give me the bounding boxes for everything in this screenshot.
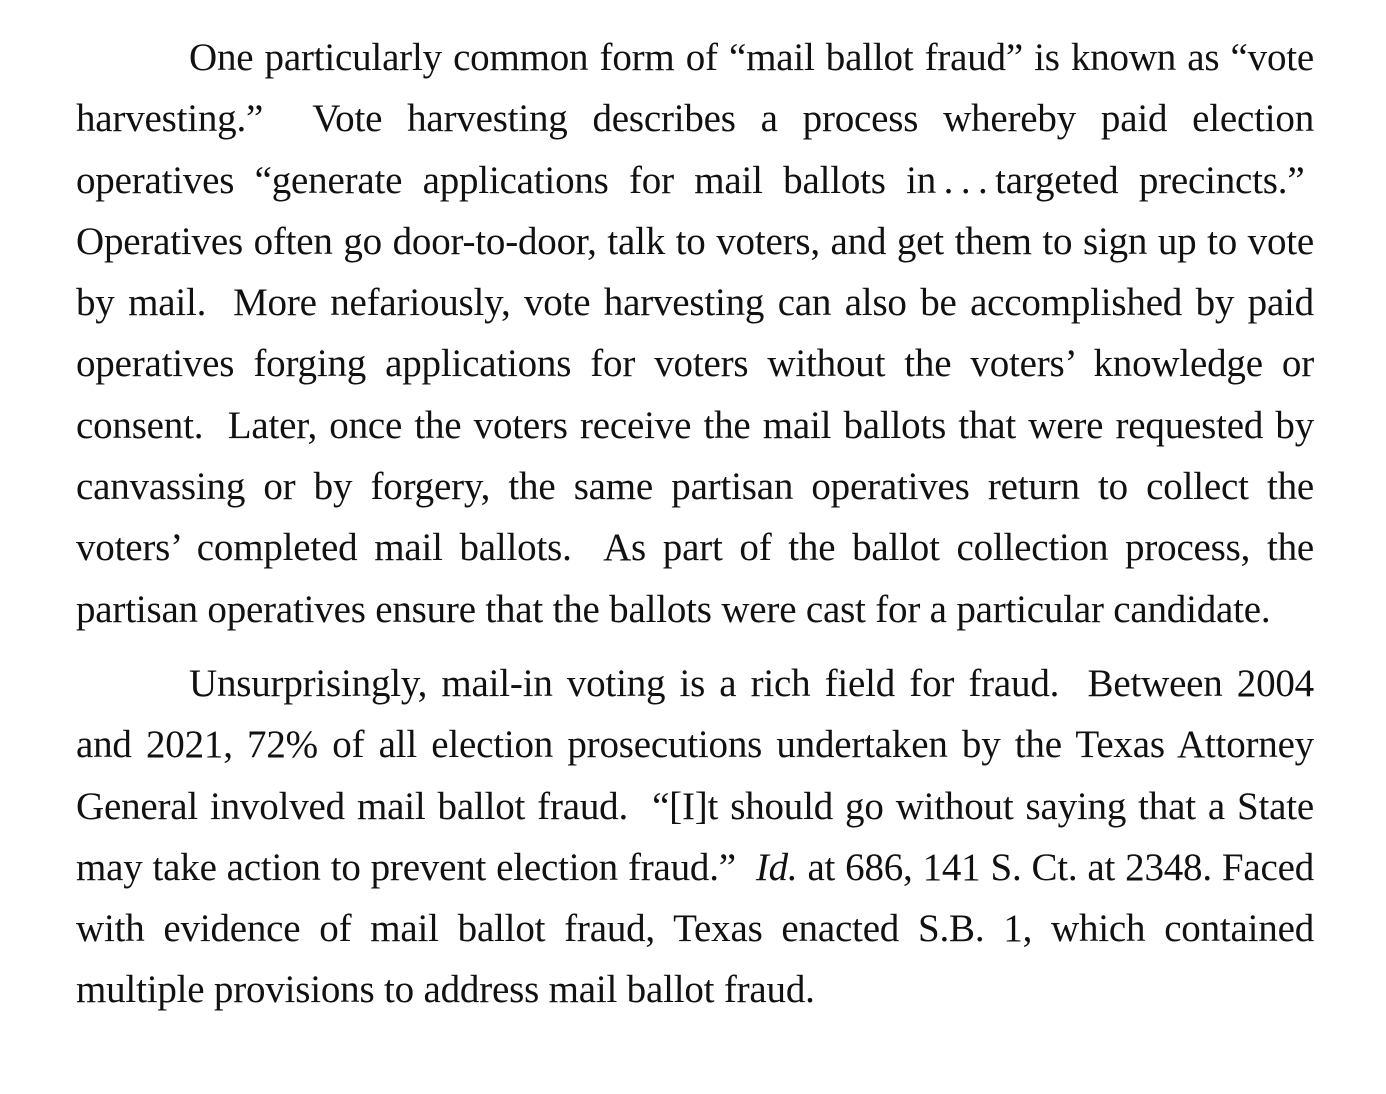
paragraph-text: One particularly common form of “mail ballot fraud” is known as “vote harvesting.” Vote harvesting describes a process whereby paid election operatives “generate applications for mail ballots in . . . targeted precincts.” Operatives often go door-to-door, talk to voters, and get them to sign up to vote by mail. More nefariously, vote harvesting can also be accomplished by paid operatives forging applications for voters without the voters’ knowledge or consent. Later, once the voters receive the mail ballots that were requested by canvassing or by forgery, the same partisan operatives return to collect the voters’ completed mail ballots. As part of the ballot collection process, the partisan operatives ensure that the ballots were cast for a particular candidate. bbox=[76, 36, 1314, 631]
paragraph-vote-harvesting bbox=[76, 27, 1314, 640]
citation-id-italic: Id. bbox=[755, 845, 798, 889]
paragraph-text: at 686, 141 S. Ct. at 2348. Faced with evidence of mail ballot fraud, Texas enacted S.B. 1, which contained multiple provisions to address mail ballot fraud. bbox=[76, 845, 1314, 1012]
document-page bbox=[76, 27, 1314, 1021]
paragraph-mail-in-fraud bbox=[76, 653, 1314, 1021]
paragraph-text: Unsurprisingly, mail-in voting is a rich field for fraud. Between 2004 and 2021, 72% of all election prosecutions undertaken by the Texas Attorney General involved mail ballot fraud. “[I]t should go without saying that a State may take action to prevent election fraud.” bbox=[76, 661, 1314, 889]
